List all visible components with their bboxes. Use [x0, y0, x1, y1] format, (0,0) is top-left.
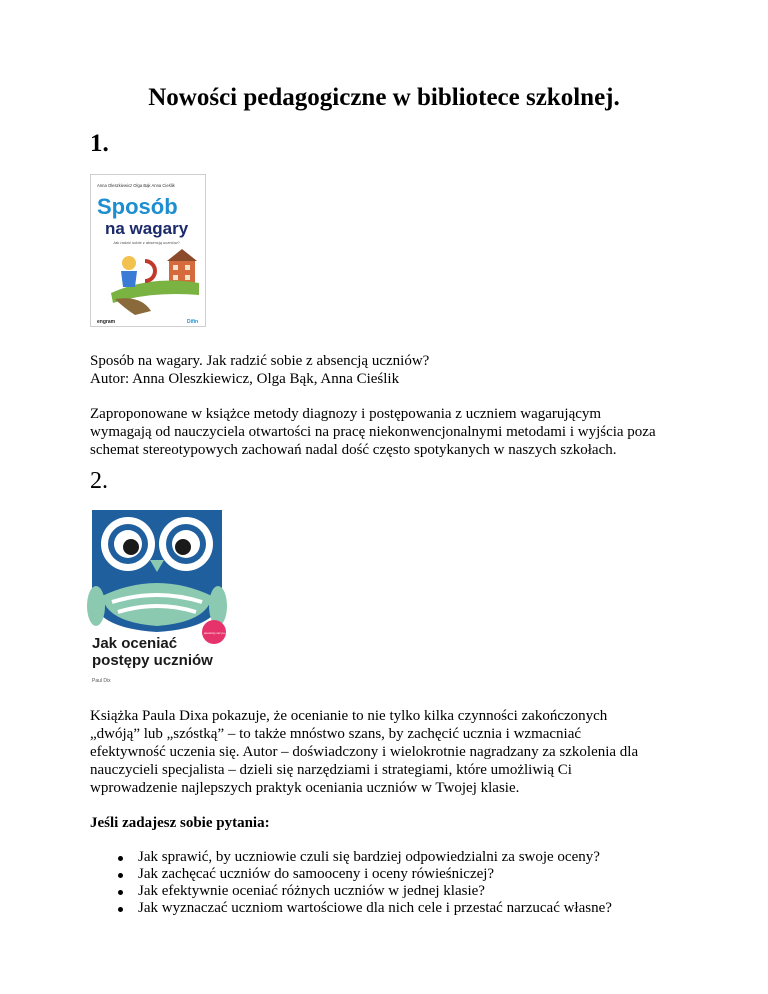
cover1-publisher-left: engram: [97, 319, 116, 325]
book-2-description-2: „dwóją” lub „szóstką” – to także mnóstwo szans, by zachęcić ucznia i wzmacniać: [90, 726, 582, 742]
book-1-description-1: Zaproponowane w książce metody diagnozy i postępowania z uczniem wagarującym: [90, 406, 602, 422]
book-2-number: 2.: [90, 468, 108, 494]
cover1-title-1: Sposób: [97, 194, 178, 219]
cover2-owl-illustration: [87, 510, 227, 632]
cover2-title-1: Jak oceniać: [92, 635, 178, 652]
bullet-icon: [118, 907, 123, 912]
book-1-title-line: Sposób na wagary. Jak radzić sobie z absencją uczniów?: [90, 353, 430, 369]
question-text: Jak zachęcać uczniów do samooceny i oceny rówieśniczej?: [138, 866, 495, 882]
bullet-icon: [118, 856, 123, 861]
book-1-author-line: Autor: Anna Oleszkiewicz, Olga Bąk, Anna Cieślik: [90, 371, 400, 387]
book-1-cover-art: [91, 175, 207, 328]
book-1-cover: [90, 174, 206, 327]
cover2-author: Paul Dix: [92, 678, 111, 684]
list-item: [90, 866, 710, 883]
questions-heading: Jeśli zadajesz sobie pytania:: [90, 815, 270, 831]
question-text: Jak wyznaczać uczniom wartościowe dla nich cele i przestać narzucać własne?: [138, 900, 612, 916]
cover1-publisher-right: Difin: [187, 319, 199, 325]
book-2-cover: [90, 510, 235, 686]
list-item: [90, 849, 710, 866]
page-title: Nowości pedagogiczne w bibliotece szkolnej.: [148, 84, 620, 111]
cover1-magnet: [145, 261, 155, 281]
cover2-title-2: postępy uczniów: [92, 652, 213, 669]
book-2-description-5: wprowadzenie najlepszych praktyk oceniania uczniów w Twojej klasie.: [90, 780, 520, 796]
question-text: Jak sprawić, by uczniowie czuli się bardziej odpowiedzialni za swoje oceny?: [138, 849, 600, 865]
book-2-cover-art: [90, 510, 235, 686]
bullet-icon: [118, 873, 123, 878]
cover1-figure: [122, 256, 136, 270]
cover1-title-2: na wagary: [105, 219, 189, 238]
book-2-description-4: nauczycieli specjalista – dzieli się narzędziami i strategiami, które umożliwią Ci: [90, 762, 572, 778]
book-1-number: 1.: [90, 130, 109, 157]
questions-list: [90, 849, 710, 917]
list-item: [90, 900, 710, 917]
bullet-icon: [118, 890, 123, 895]
list-item: [90, 883, 710, 900]
cover2-badge-text: pierwszy raz po polsku: [204, 631, 235, 635]
question-text: Jak efektywnie oceniać różnych uczniów w jednej klasie?: [138, 883, 485, 899]
cover1-authors: Anna Oleszkiewicz Olga Bąk Anna Cieślik: [97, 183, 175, 188]
book-1-description-3: schemat stereotypowych zachowań nadal dość często spotykanych w naszych szkołach.: [90, 442, 617, 458]
cover1-cliff-rock: [115, 298, 151, 315]
book-1-description-2: wymagają od nauczyciela otwartości na pracę niekonwencjonalnymi metodami i wyjścia poza: [90, 424, 656, 440]
cover1-subtitle: Jak radzić sobie z absencją uczniów?: [113, 240, 180, 245]
book-2-description-1: Książka Paula Dixa pokazuje, że ocenianie to nie tylko kilka czynności zakończonych: [90, 708, 608, 724]
book-2-description-3: efektywność uczenia się. Autor – doświadczony i wielokrotnie nagradzany za szkolenia dla: [90, 744, 639, 760]
